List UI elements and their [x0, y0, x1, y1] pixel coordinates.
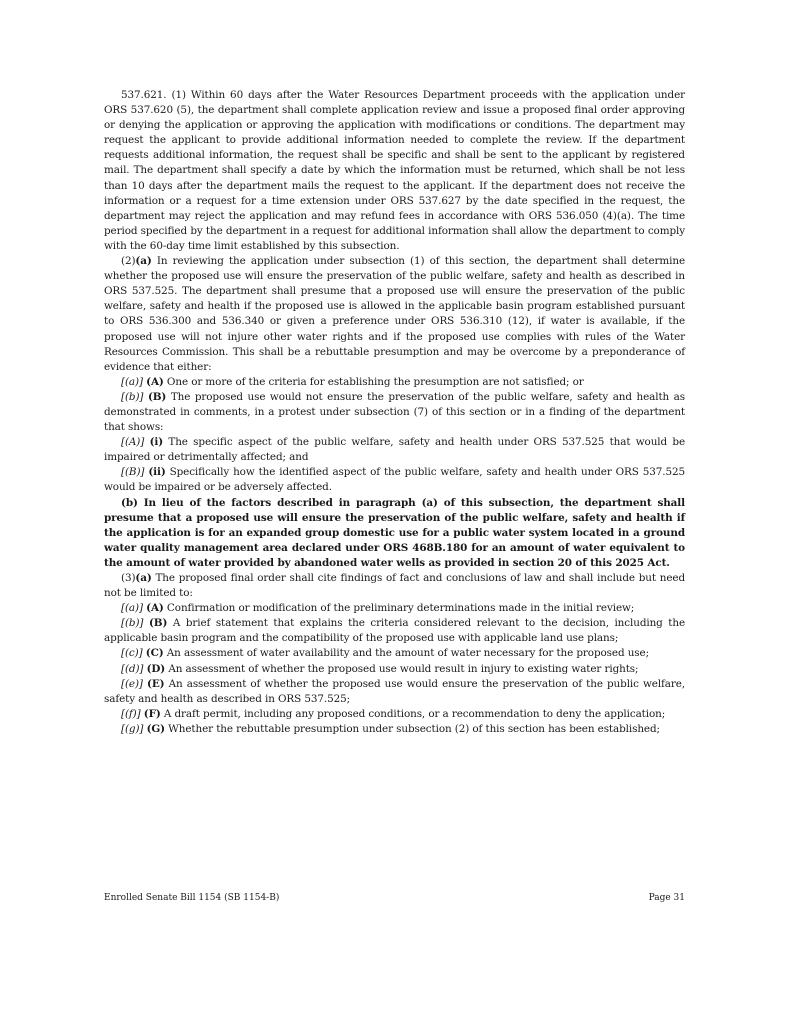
para-text: The specific aspect of the public welfare, safety and health under ORS 537.525 that would be impaired or detrimentally affected; and [104, 436, 686, 464]
new-marker: (E) [147, 677, 165, 690]
para-text: One or more of the criteria for establishing the presumption are not satisfied; or [163, 375, 584, 388]
para-3-E [104, 677, 685, 707]
deleted-marker: [(B)] [121, 466, 145, 479]
para-2-lead: (2) [121, 255, 136, 268]
para-3-D [104, 662, 685, 677]
deleted-marker: [(d)] [121, 662, 144, 675]
document-body [104, 88, 685, 737]
para-text: Whether the rebuttable presumption under subsection (2) of this section has been established; [164, 722, 660, 735]
deleted-marker: [(f)] [121, 707, 141, 720]
deleted-marker: [(A)] [121, 436, 145, 449]
new-marker: (A) [146, 602, 164, 615]
para-3 [104, 571, 685, 601]
para-2-b-new-text: (b) In lieu of the factors described in paragraph (a) of this subsection, the department shall presume that a proposed use will ensure the preservation of the public welfare, safety and health if the application is for an expanded group domestic use for a public water system located in a ground water quality management area declared under ORS 468B.180 for an amount of water equivalent to the amount of water provided by abandoned water wells as provided in section 20 of this 2025 Act. [104, 496, 685, 569]
para-2-new-marker: (a) [135, 255, 152, 268]
para-3-G [104, 722, 685, 737]
new-marker: (C) [145, 647, 164, 660]
para-text: An assessment of whether the proposed use would result in injury to existing water rights; [165, 662, 639, 675]
footer-page-number: Page 31 [648, 893, 685, 903]
para-text: A draft permit, including any proposed conditions, or a recommendation to deny the application; [160, 707, 666, 720]
para-3-lead: (3) [121, 572, 136, 584]
page-footer [104, 893, 685, 903]
new-marker: (B) [147, 390, 167, 403]
para-3-A [104, 601, 685, 616]
footer-bill-name: Enrolled Senate Bill 1154 (SB 1154-B) [104, 893, 280, 903]
para-3-C [104, 646, 685, 661]
para-text: The proposed use would not ensure the preservation of the public welfare, safety and health as demonstrated in comments, in a protest under subsection (7) of this section or in a finding of the department that shows: [104, 390, 686, 434]
deleted-marker: [(b)] [121, 390, 144, 403]
para-text: An assessment of water availability and the amount of water necessary for the proposed use; [163, 647, 649, 660]
para-3-new-marker: (a) [135, 572, 152, 584]
deleted-marker: [(e)] [121, 677, 143, 690]
new-marker: (B) [148, 617, 168, 630]
deleted-marker: [(a)] [121, 602, 143, 615]
new-marker: (G) [146, 722, 165, 735]
deleted-marker: [(g)] [121, 722, 144, 735]
para-2-text: In reviewing the application under subsection (1) of this section, the department shall determine whether the proposed use will ensure the preservation of the public welfare, safety and health as described in ORS 537.525. The department shall presume that a proposed use will ensure the preservation of the public welfare, safety and health if the proposed use is allowed in the applicable basin program established pursuant to ORS 536.300 and 536.340 or given a preference under ORS 536.310 (12), if water is available, if the proposed use will not injure other water rights and if the proposed use complies with rules of the Water Resources Commission. This shall be a rebuttable presumption and may be overcome by a preponderance of evidence that either: [104, 255, 685, 373]
new-marker: (A) [146, 375, 164, 388]
new-marker: (ii) [148, 466, 166, 479]
new-marker: (i) [149, 436, 164, 449]
para-text: An assessment of whether the proposed use would ensure the preservation of the public welfare, safety and health as described in ORS 537.525; [104, 677, 686, 705]
para-3-B [104, 616, 685, 646]
para-3-text: The proposed final order shall cite findings of fact and conclusions of law and shall include but need not be limited to: [104, 572, 685, 600]
deleted-marker: [(c)] [121, 647, 143, 660]
deleted-marker: [(a)] [121, 375, 143, 388]
para-2-B-i [104, 435, 685, 465]
para-text: A brief statement that explains the criteria considered relevant to the decision, including the applicable basin program and the compatibility of the proposed use with applicable land use plans; [104, 617, 686, 645]
para-2-A [104, 375, 685, 390]
new-marker: (D) [146, 662, 166, 675]
new-marker: (F) [143, 707, 161, 720]
para-text: Specifically how the identified aspect of the public welfare, safety and health under ORS 537.525 would be impaired or be adversely affected. [104, 466, 686, 494]
para-537-621-1: 537.621. (1) Within 60 days after the Water Resources Department proceeds with the application under ORS 537.620 (5), the department shall complete application review and issue a proposed final order approving or denying the application or approving the application with modifications or conditions. The department may request the applicant to provide additional information needed to complete the review. If the department requests additional information, the request shall be specific and shall be sent to the applicant by registered mail. The department shall specify a date by which the information must be returned, which shall be not less than 10 days after the department mails the request to the applicant. If the department does not receive the information or a request for a time extension under ORS 537.627 by the date specified in the request, the department may reject the application and may refund fees in accordance with ORS 536.050 (4)(a). The time period specified by the department in a request for additional information shall allow the department to comply with the 60-day time limit established by this subsection. [104, 89, 685, 252]
deleted-marker: [(b)] [121, 617, 144, 630]
para-2 [104, 254, 685, 375]
para-2-B-ii [104, 465, 685, 495]
para-text: Confirmation or modification of the preliminary determinations made in the initial review; [163, 602, 635, 615]
para-2-B [104, 390, 685, 435]
para-3-F [104, 707, 685, 722]
